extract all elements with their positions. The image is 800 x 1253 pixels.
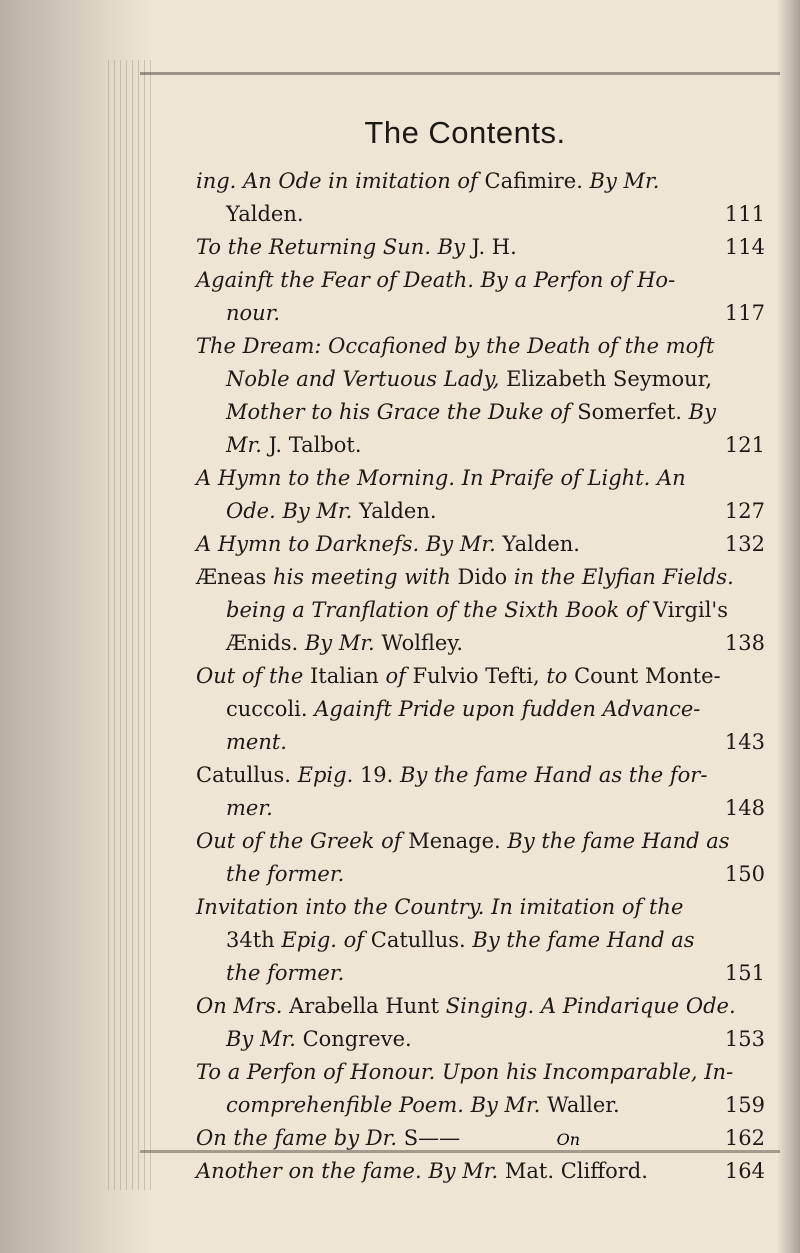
entry-text: By Mr. <box>226 1027 303 1051</box>
entry-text: Wolfley. <box>381 631 464 655</box>
entry-line <box>196 297 771 330</box>
page-number: 159 <box>724 1093 765 1117</box>
entry-text: S—— <box>403 1126 461 1150</box>
entry-line <box>196 330 771 363</box>
entry-line <box>196 1023 771 1056</box>
contents-entry <box>196 528 771 561</box>
entry-text: Another on the fame. By Mr. <box>196 1159 505 1183</box>
entry-text: ing. <box>196 169 244 193</box>
entry-text: The Dream: Occafioned by the Death of the moft <box>196 334 715 358</box>
contents-entry <box>196 825 771 891</box>
entry-text: comprehenfible Poem. By Mr. <box>226 1093 548 1117</box>
entry-text: Menage. <box>408 829 508 853</box>
entry-text: To a Perfon of Honour. Upon his Incomparable, In- <box>196 1060 734 1084</box>
page-number: 164 <box>724 1159 765 1183</box>
entry-text: By <box>688 400 716 424</box>
entry-line <box>196 396 771 429</box>
entry-text: mer. <box>226 796 273 820</box>
entry-text: On the fame by Dr. <box>196 1126 404 1150</box>
entry-text: A Hymn to Darknefs. By Mr. <box>196 532 503 556</box>
contents-entry <box>196 1122 771 1155</box>
entry-line <box>196 1155 771 1188</box>
page-number: 132 <box>724 532 765 556</box>
entry-text: An Ode in imitation of <box>243 169 485 193</box>
entry-line <box>196 924 771 957</box>
entry-line <box>196 231 771 264</box>
entry-line <box>196 891 771 924</box>
entry-line <box>196 1056 771 1089</box>
entry-line <box>196 429 771 462</box>
page-number: 117 <box>724 301 765 325</box>
contents-entry <box>196 561 771 660</box>
entry-text: By the fame Hand as <box>507 829 730 853</box>
page-number: 151 <box>724 961 765 985</box>
contents-entry <box>196 660 771 759</box>
entry-line <box>196 627 771 660</box>
entry-text: being a Tranflation of the Sixth Book of <box>226 598 653 622</box>
entry-line <box>196 165 771 198</box>
entry-text: To the Returning Sun. By <box>196 235 472 259</box>
contents-entry <box>196 231 771 264</box>
entry-line <box>196 1089 771 1122</box>
entry-text: in the Elyfian Fields. <box>513 565 734 589</box>
entry-text: Invitation into the Country. In imitation of the <box>196 895 684 919</box>
entry-text: 34th <box>226 928 282 952</box>
page-number: 121 <box>724 433 765 457</box>
entry-text: A Hymn to the Morning. In Praife of Light. An <box>196 466 686 490</box>
entry-text: Yalden. <box>226 202 304 226</box>
entry-text: Againft Pride upon fudden Advance- <box>314 697 701 721</box>
contents-entry <box>196 891 771 990</box>
entry-text: cuccoli. <box>226 697 315 721</box>
entry-line <box>196 693 771 726</box>
page-number: 127 <box>724 499 765 523</box>
entry-text: Mr. <box>226 433 269 457</box>
running-header: The Contents. <box>364 115 566 150</box>
entry-text: J. H. <box>471 235 517 259</box>
entry-text: By Mr. <box>304 631 382 655</box>
entry-text: 19. <box>359 763 401 787</box>
contents-entry <box>196 1056 771 1122</box>
entry-line <box>196 264 771 297</box>
entry-text: Virgil's <box>653 598 728 622</box>
entry-text: Count Monte- <box>574 664 721 688</box>
top-rule <box>140 72 780 75</box>
entry-line <box>196 759 771 792</box>
entry-text: Elizabeth Seymour, <box>506 367 713 391</box>
page-edge <box>778 0 800 1253</box>
entry-text: By Mr. <box>589 169 660 193</box>
entry-text: Yalden. <box>502 532 580 556</box>
entry-text: Congreve. <box>302 1027 412 1051</box>
entry-text: Epig. <box>297 763 360 787</box>
page-number: 143 <box>724 730 765 754</box>
entry-text: By the fame Hand as the for- <box>400 763 708 787</box>
entry-text: Waller. <box>547 1093 620 1117</box>
entry-line <box>196 726 771 759</box>
entry-line <box>196 198 771 231</box>
entry-text: nour. <box>226 301 281 325</box>
entry-text: of <box>385 664 413 688</box>
entry-line <box>196 660 771 693</box>
entry-text: Dido <box>457 565 514 589</box>
contents-entry <box>196 990 771 1056</box>
binding-edge <box>108 60 152 1190</box>
entry-text: Ode. By Mr. <box>226 499 359 523</box>
entry-text: On Mrs. <box>196 994 290 1018</box>
entry-line <box>196 825 771 858</box>
contents-entry <box>196 264 771 330</box>
entry-text: Fulvio Tefti, <box>412 664 547 688</box>
entry-line <box>196 957 771 990</box>
entry-line <box>196 561 771 594</box>
entry-text: Epig. of <box>281 928 371 952</box>
entry-text: Noble and Vertuous Lady, <box>226 367 507 391</box>
entry-line <box>196 1122 771 1155</box>
contents-entry <box>196 330 771 462</box>
contents-entry <box>196 759 771 825</box>
entry-text: Singing. A Pindarique Ode. <box>445 994 736 1018</box>
entry-line <box>196 495 771 528</box>
entry-text: Catullus. <box>196 763 298 787</box>
entry-text: Mat. Clifford. <box>504 1159 648 1183</box>
page-number: 114 <box>724 235 765 259</box>
entry-text: Cafimire. <box>484 169 590 193</box>
entry-line <box>196 858 771 891</box>
contents-entry <box>196 462 771 528</box>
page-number: 153 <box>724 1027 765 1051</box>
contents-entry <box>196 165 771 231</box>
entry-text: Italian <box>310 664 386 688</box>
entry-text: By the fame Hand as <box>472 928 695 952</box>
entry-line <box>196 990 771 1023</box>
entry-line <box>196 363 771 396</box>
page-number: 138 <box>724 631 765 655</box>
entry-text: Somerfet. <box>577 400 689 424</box>
page-number: 111 <box>724 202 765 226</box>
entry-text: J. Talbot. <box>268 433 362 457</box>
entry-text: Æneas <box>196 565 273 589</box>
entry-text: his meeting with <box>272 565 458 589</box>
entry-text: Out of the <box>196 664 311 688</box>
table-of-contents <box>196 165 771 1188</box>
entry-line <box>196 792 771 825</box>
entry-text: ment. <box>226 730 287 754</box>
entry-text: Catullus. <box>370 928 473 952</box>
entry-text: Arabella Hunt <box>289 994 446 1018</box>
page-number: 148 <box>724 796 765 820</box>
entry-line <box>196 462 771 495</box>
catchword: On <box>556 1130 580 1149</box>
entry-text: Out of the Greek of <box>196 829 409 853</box>
entry-line <box>196 594 771 627</box>
entry-text: Againft the Fear of Death. By a Perfon of Ho- <box>196 268 676 292</box>
page-number: 150 <box>724 862 765 886</box>
entry-text: the former. <box>226 961 345 985</box>
entry-text: Mother to his Grace the Duke of <box>226 400 578 424</box>
entry-text: Yalden. <box>359 499 437 523</box>
entry-text: the former. <box>226 862 345 886</box>
entry-text: Ænids. <box>226 631 305 655</box>
page-number: 162 <box>724 1126 765 1150</box>
contents-entry <box>196 1155 771 1188</box>
entry-text: to <box>546 664 575 688</box>
entry-line <box>196 528 771 561</box>
